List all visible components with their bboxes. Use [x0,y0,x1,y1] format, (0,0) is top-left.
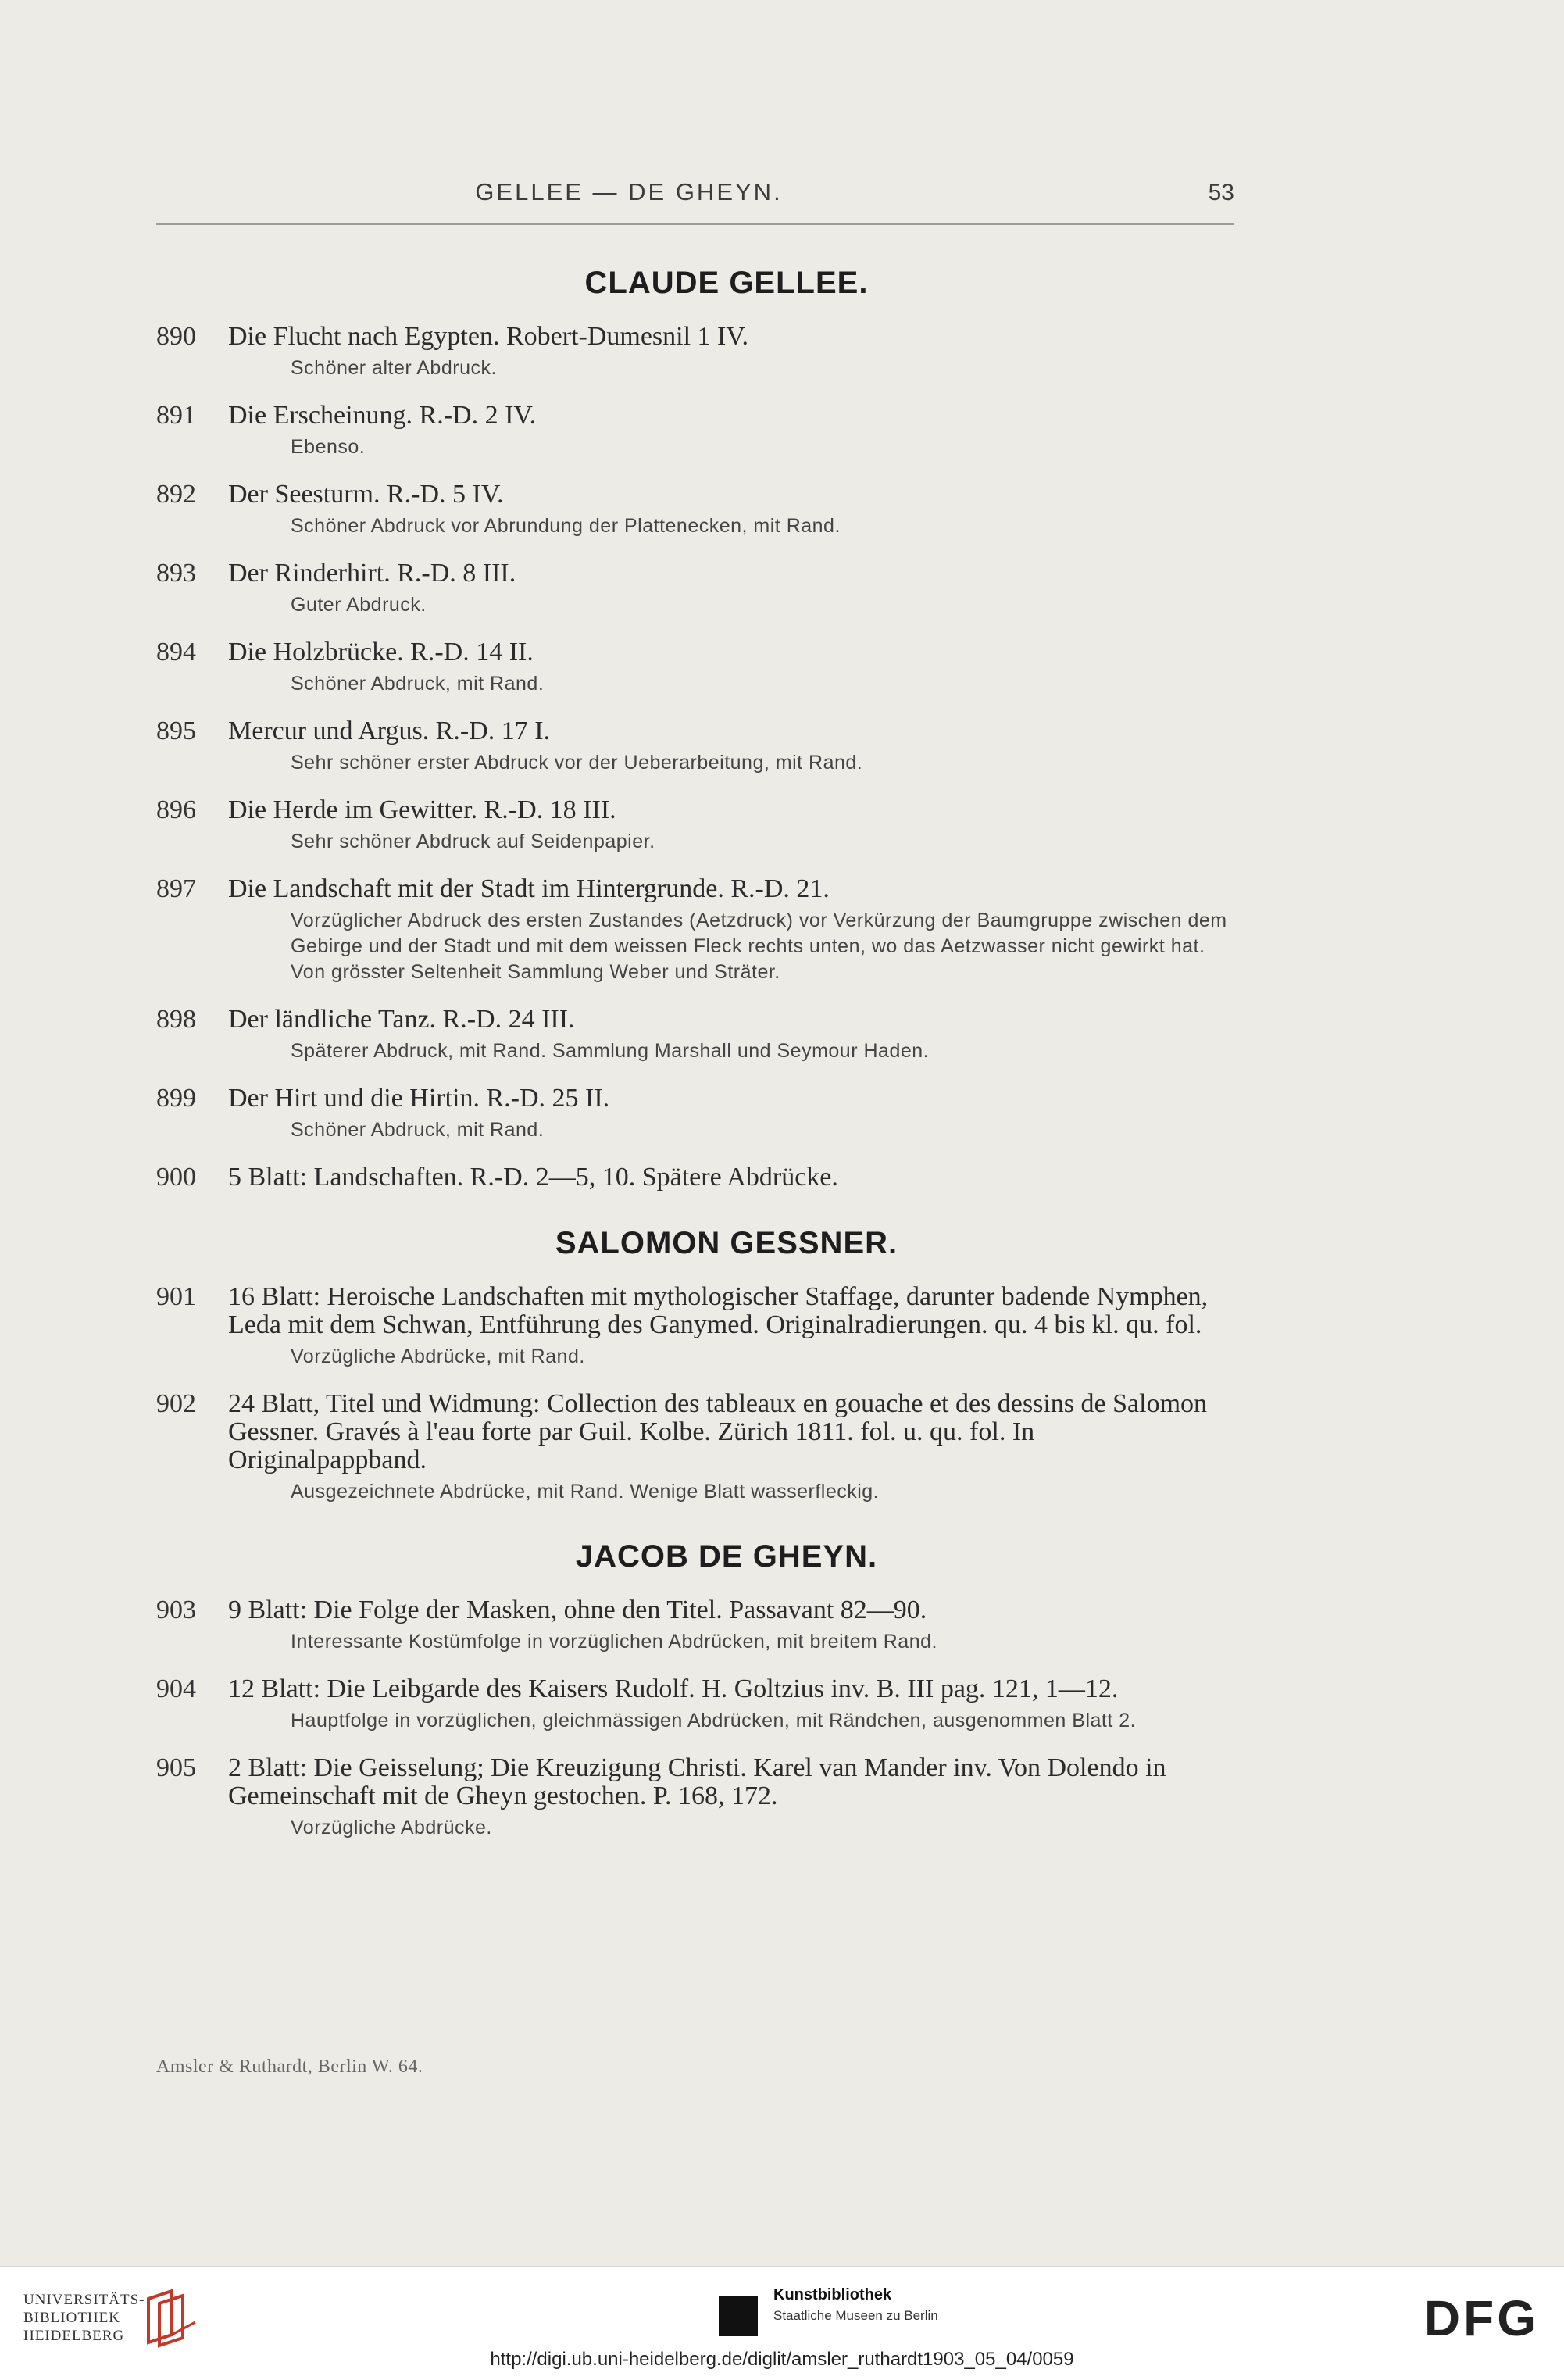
lot-number: 891 [156,401,196,430]
catalogue-entry [156,1085,1234,1143]
university-name-line: HEIDELBERG [23,2328,125,2344]
catalogue-entry [156,717,1234,776]
catalogue-content [156,266,1234,1875]
catalogue-entry [156,1596,1234,1655]
lot-number: 895 [156,717,196,745]
lot-title: Der ländliche Tanz. R.-D. 24 III. [228,1005,575,1034]
lot-title: Die Herde im Gewitter. R.-D. 18 III. [228,795,616,824]
lot-number: 896 [156,795,196,824]
lot-title: 9 Blatt: Die Folge der Masken, ohne den Titel. Passavant 82—90. [228,1596,927,1624]
kunstbibliothek-name: Kunstbibliothek [773,2286,892,2303]
university-emblem-icon [141,2288,203,2349]
lot-condition-note: Interessante Kostümfolge in vorzüglichen Abdrücken, mit breitem Rand. [291,1631,937,1653]
artist-heading: JACOB DE GHEYN. [575,1539,878,1574]
lot-condition-note: Sehr schöner erster Abdruck vor der Ueberarbeitung, mit Rand. [291,752,863,774]
lot-number: 904 [156,1674,196,1703]
lot-number: 901 [156,1282,196,1311]
lot-number: 890 [156,322,196,351]
catalogue-entry [156,1006,1234,1064]
dfg-logo[interactable]: DFG [1423,2290,1539,2346]
university-name-line: BIBLIOTHEK [23,2310,120,2326]
lot-condition-note: Ausgezeichnete Abdrücke, mit Rand. Wenige Blatt wasserfleckig. [291,1481,880,1503]
lot-condition-note: Guter Abdruck. [291,594,427,616]
lot-condition-note: Vorzüglicher Abdruck des ersten Zustandes (Aetzdruck) vor Verkürzung der Baumgruppe zwischen dem Gebirge und der Stadt und mit dem weissen Fleck rechts unten, wo das Aetzwasser nicht gewirkt hat. Von grösster Seltenheit Sammlung Weber und Sträter. [291,909,1227,983]
lot-condition-note: Sehr schöner Abdruck auf Seidenpapier. [291,831,655,852]
lot-title: 24 Blatt, Titel und Widmung: Collection des tableaux en gouache et des dessins de Salomon Gessner. Gravés à l'eau forte par Guil. Kolbe. Zürich 1811. fol. u. qu. fol. In Originalpappband. [228,1389,1208,1474]
catalogue-entry [156,638,1234,697]
lot-number: 898 [156,1005,196,1034]
lot-number: 894 [156,638,196,666]
catalogue-entry [156,1675,1234,1734]
university-library-name [23,2291,145,2345]
catalogue-entry [156,1390,1234,1505]
lot-number: 903 [156,1596,196,1624]
lot-condition-note: Schöner Abdruck vor Abrundung der Plattenecken, mit Rand. [291,515,841,537]
lot-title: 5 Blatt: Landschaften. R.-D. 2—5, 10. Spätere Abdrücke. [228,1163,838,1192]
artist-heading: CLAUDE GELLEE. [584,266,869,300]
permalink-url[interactable]: http://digi.ub.uni-heidelberg.de/diglit/amsler_ruthardt1903_05_04/0059 [490,2349,1074,2370]
kunstbibliothek-subtitle: Staatliche Museen zu Berlin [773,2308,938,2323]
lot-title: Der Seesturm. R.-D. 5 IV. [228,480,504,509]
lot-title: Mercur und Argus. R.-D. 17 I. [228,717,551,745]
lot-condition-note: Schöner Abdruck, mit Rand. [291,673,545,695]
lot-title: 2 Blatt: Die Geisselung; Die Kreuzigung Christi. Karel van Mander inv. Von Dolendo in Gemeinschaft mit de Gheyn gestochen. P. 168, 172. [228,1753,1166,1810]
catalogue-entry [156,1163,1234,1192]
lot-number: 897 [156,874,196,903]
catalogue-entry [156,323,1234,381]
lot-condition-note: Schöner alter Abdruck. [291,357,497,379]
kunstbibliothek-emblem-icon [719,2296,758,2336]
artist-section [156,1226,1234,1505]
running-title: GELLEE — DE GHEYN. [475,178,783,205]
lot-condition-note: Vorzügliche Abdrücke. [291,1817,492,1839]
lot-title: 12 Blatt: Die Leibgarde des Kaisers Rudolf. H. Goltzius inv. B. III pag. 121, 1—12. [228,1674,1119,1703]
catalogue-entry [156,1754,1234,1841]
catalogue-entry [156,481,1234,539]
lot-number: 900 [156,1163,196,1192]
catalogue-entry [156,402,1234,460]
catalogue-entry [156,796,1234,855]
university-library-logo[interactable] [23,2291,145,2345]
lot-number: 893 [156,559,196,588]
university-name-line: UNIVERSITÄTS- [23,2292,145,2308]
lot-title: Die Landschaft mit der Stadt im Hintergrunde. R.-D. 21. [228,874,830,903]
artist-heading: SALOMON GESSNER. [555,1226,898,1260]
lot-title: Die Flucht nach Egypten. Robert-Dumesnil 1 IV. [228,322,749,351]
page-number: 53 [1208,180,1234,205]
artist-section [156,1539,1234,1841]
lot-condition-note: Hauptfolge in vorzüglichen, gleichmässigen Abdrücken, mit Rändchen, ausgenommen Blatt 2. [291,1710,1137,1731]
running-head [156,177,1234,225]
lot-condition-note: Späterer Abdruck, mit Rand. Sammlung Marshall und Seymour Haden. [291,1040,930,1062]
lot-title: Die Holzbrücke. R.-D. 14 II. [228,638,534,666]
lot-number: 905 [156,1753,196,1782]
lot-title: Der Hirt und die Hirtin. R.-D. 25 II. [228,1084,610,1113]
lot-title: Der Rinderhirt. R.-D. 8 III. [228,559,516,588]
lot-title: 16 Blatt: Heroische Landschaften mit mythologischer Staffage, darunter badende Nymphen, Leda mit dem Schwan, Entführung des Ganymed. Originalradierungen. qu. 4 bis kl. qu. fol. [228,1282,1209,1339]
catalogue-entry [156,1283,1234,1370]
digitization-footer [0,2266,1564,2380]
lot-condition-note: Vorzügliche Abdrücke, mit Rand. [291,1345,585,1367]
catalogue-entry [156,559,1234,618]
printer-imprint: Amsler & Ruthardt, Berlin W. 64. [156,2057,423,2077]
lot-title: Die Erscheinung. R.-D. 2 IV. [228,401,537,430]
lot-number: 902 [156,1389,196,1418]
lot-condition-note: Schöner Abdruck, mit Rand. [291,1119,545,1141]
artist-section [156,266,1234,1192]
lot-number: 892 [156,480,196,509]
catalogue-entry [156,875,1234,985]
lot-number: 899 [156,1084,196,1113]
lot-condition-note: Ebenso. [291,436,366,458]
